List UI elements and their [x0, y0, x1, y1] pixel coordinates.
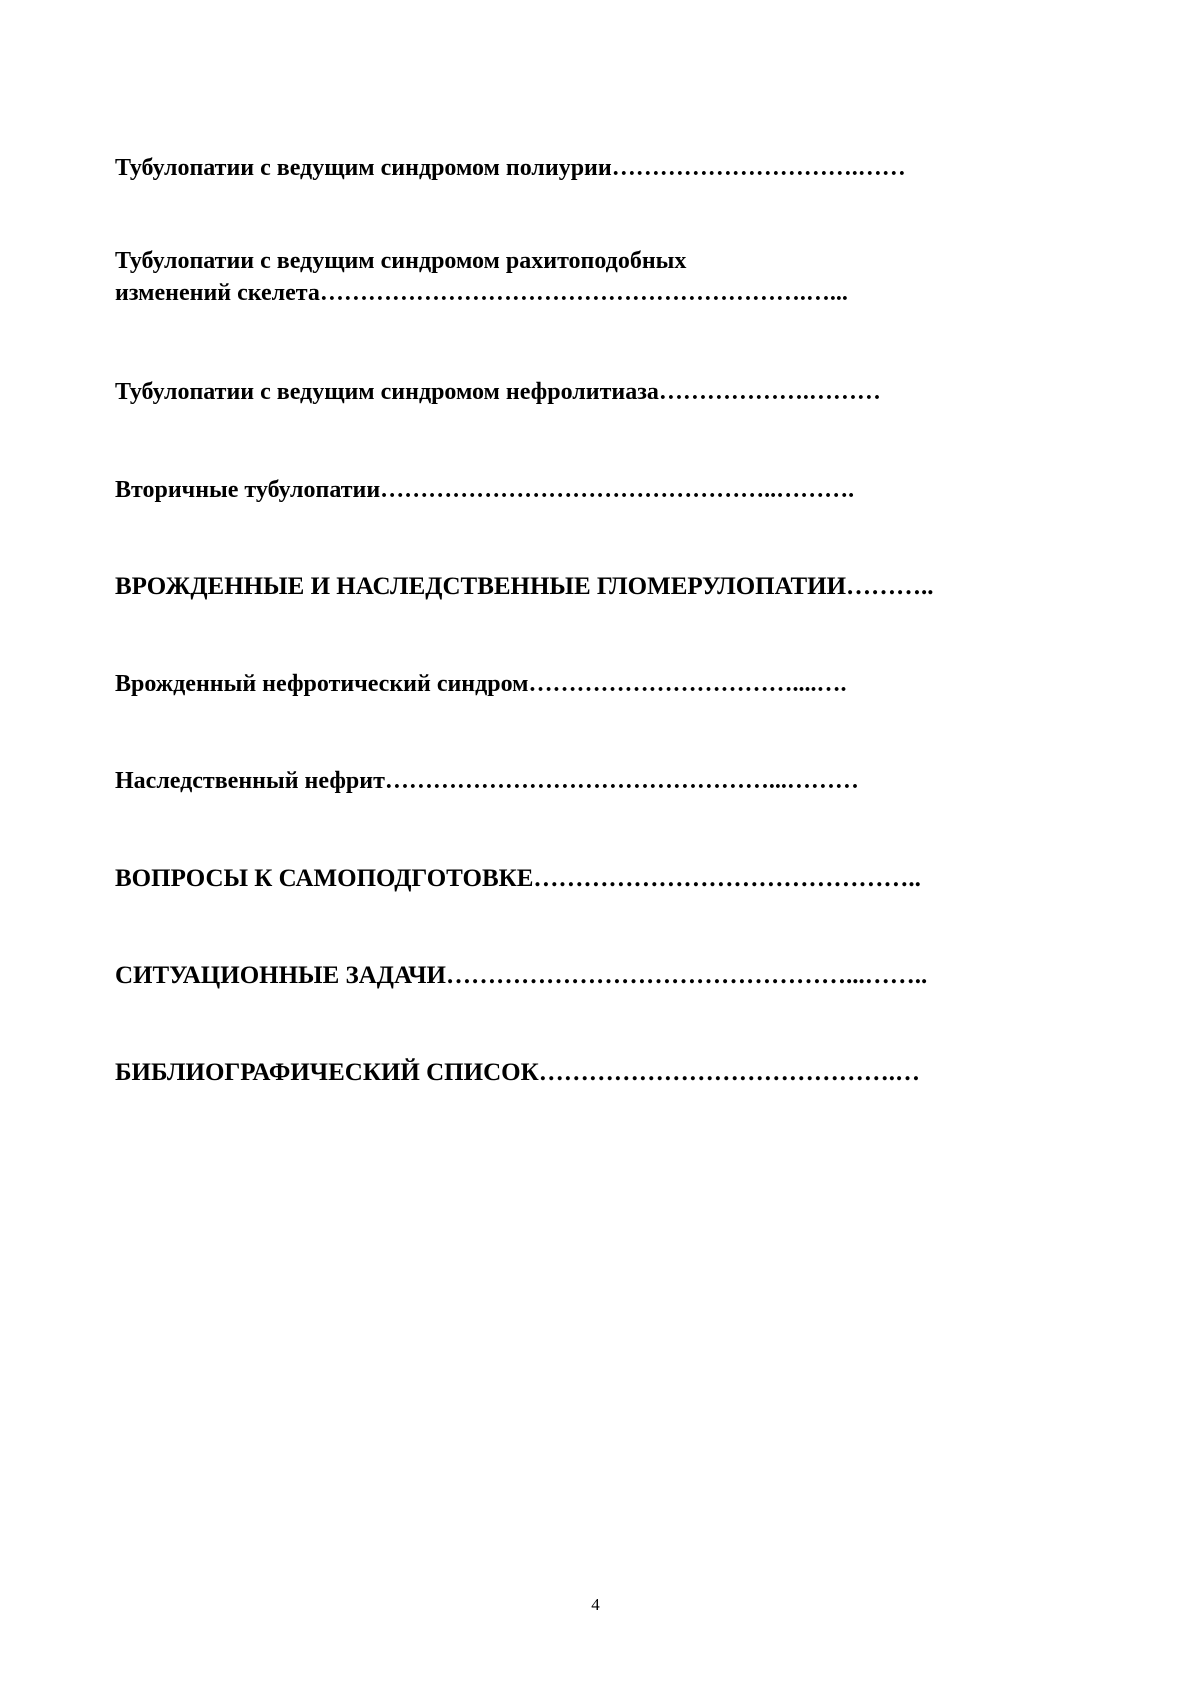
toc-section-bibliography: [115, 1057, 920, 1089]
toc-entry-text: Наследственный нефрит…………………………………………...………: [115, 768, 859, 794]
toc-entry-secondary-tubulopathies: [115, 474, 854, 506]
toc-section-self-study: [115, 863, 921, 895]
toc-entry-text: Вторичные тубулопатии…………………………………………..……….: [115, 477, 855, 503]
toc-entry-text: Врожденный нефротический синдром……………………………....….: [115, 671, 847, 697]
page-number: 4: [591, 1595, 600, 1614]
toc-section-text: СИТУАЦИОННЫЕ ЗАДАЧИ…………………………………………...……..: [115, 962, 928, 989]
toc-section-glomerulopathies: [115, 571, 934, 603]
toc-entry-text: Тубулопатии с ведущим синдромом полиурии………………………….……: [115, 155, 906, 181]
toc-entry-hereditary-nephritis: [115, 765, 859, 797]
toc-entry-text: Тубулопатии с ведущим синдромом нефролитиаза……………….………: [115, 379, 881, 405]
toc-entry-polyuria: [115, 152, 906, 184]
toc-entry-nephrotic-syndrome: [115, 668, 847, 700]
toc-section-case-studies: [115, 960, 927, 992]
toc-section-text: БИБЛИОГРАФИЧЕСКИЙ СПИСОК…………………………………….…: [115, 1059, 920, 1086]
toc-entry-text: Тубулопатии с ведущим синдромом рахитоподобных: [115, 248, 687, 274]
toc-entry-nephrolithiasis: [115, 376, 881, 408]
toc-section-text: ВРОЖДЕННЫЕ И НАСЛЕДСТВЕННЫЕ ГЛОМЕРУЛОПАТИИ………..: [115, 573, 934, 600]
toc-section-text: ВОПРОСЫ К САМОПОДГОТОВКЕ………………………………………..: [115, 865, 921, 892]
toc-entry-rickets: [115, 245, 848, 309]
toc-entry-text-continued: изменений скелета…………………………………………………….…...: [115, 280, 848, 306]
